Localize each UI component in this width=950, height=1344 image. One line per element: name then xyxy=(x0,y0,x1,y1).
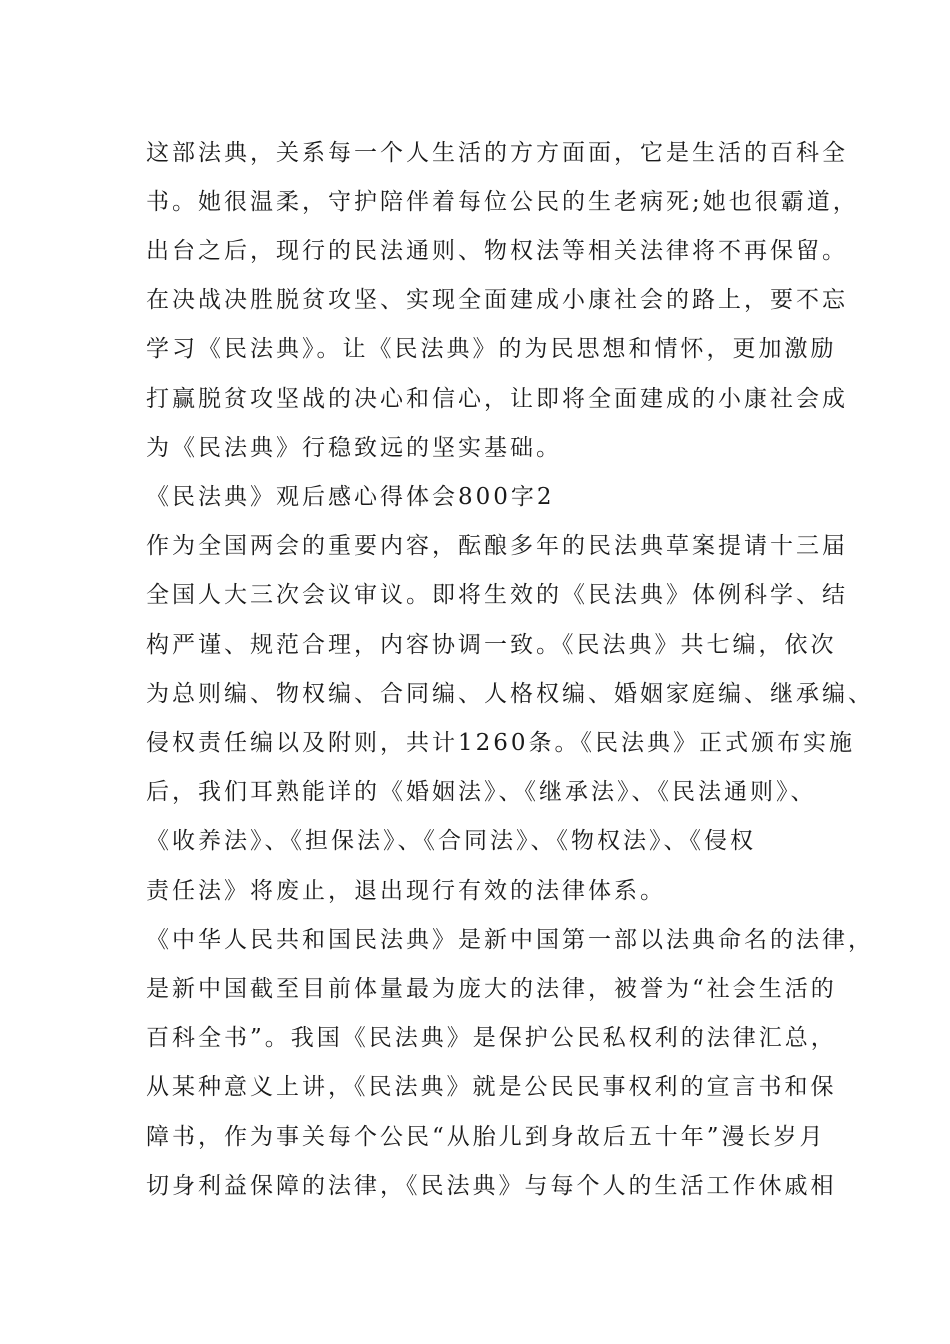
text-line: 构严谨、规范合理，内容协调一致。《民法典》共七编，依次 xyxy=(146,632,837,658)
text-line: 书。她很温柔，守护陪伴着每位公民的生老病死;她也很霸道， xyxy=(146,189,859,215)
text-line: 《收养法》、《担保法》、《合同法》、《物权法》、《侵权 xyxy=(146,828,756,854)
text-line: 百科全书”。我国《民法典》是保护公民私权利的法律汇总， xyxy=(146,1025,837,1051)
text-line: 全国人大三次会议审议。即将生效的《民法典》体例科学、结 xyxy=(146,582,848,608)
text-line: 障书，作为事关每个公民“从胎儿到身故后五十年”漫长岁月 xyxy=(146,1124,826,1150)
text-line: 切身利益保障的法律，《民法典》与每个人的生活工作休戚相 xyxy=(146,1173,837,1199)
text-line: 侵权责任编以及附则，共计1260条。《民法典》正式颁布实施 xyxy=(146,730,856,756)
text-line: 从某种意义上讲，《民法典》就是公民民事权利的宣言书和保 xyxy=(146,1074,837,1100)
text-line: 为总则编、物权编、合同编、人格权编、婚姻家庭编、继承编、 xyxy=(146,681,874,707)
text-line: 出台之后，现行的民法通则、物权法等相关法律将不再保留。 xyxy=(146,238,848,264)
text-line: 后，我们耳熟能详的《婚姻法》、《继承法》、《民法通则》、 xyxy=(146,779,817,805)
text-line: 学习《民法典》。让《民法典》的为民思想和情怀，更加激励 xyxy=(146,336,837,362)
text-line: 作为全国两会的重要内容，酝酿多年的民法典草案提请十三届 xyxy=(146,533,848,559)
text-line: 是新中国截至目前体量最为庞大的法律，被誉为“社会生活的 xyxy=(146,976,837,1002)
text-line: 《中华人民共和国民法典》是新中国第一部以法典命名的法律， xyxy=(146,927,874,953)
text-line: 责任法》将废止，退出现行有效的法律体系。 xyxy=(146,878,666,904)
text-line: 这部法典，关系每一个人生活的方方面面，它是生活的百科全 xyxy=(146,140,848,166)
text-line: 在决战决胜脱贫攻坚、实现全面建成小康社会的路上，要不忘 xyxy=(146,287,848,313)
text-line: 为《民法典》行稳致远的坚实基础。 xyxy=(146,435,562,461)
section-heading: 《民法典》观后感心得体会800字2 xyxy=(146,484,555,510)
text-line: 打赢脱贫攻坚战的决心和信心，让即将全面建成的小康社会成 xyxy=(146,386,848,412)
